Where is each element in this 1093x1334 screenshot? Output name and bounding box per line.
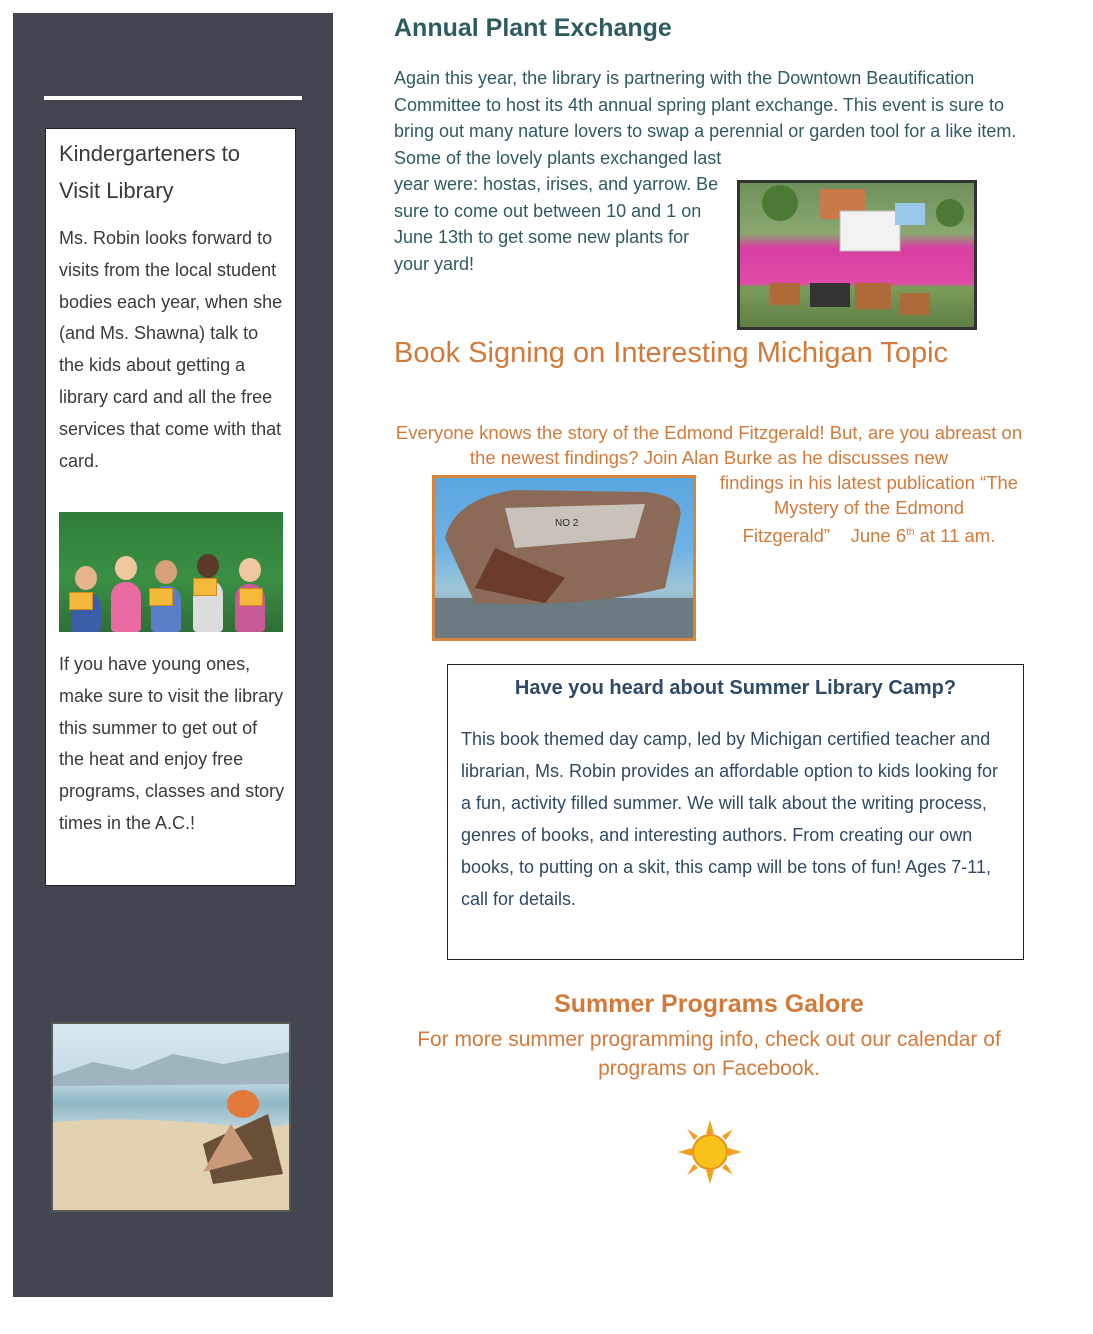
kindergarten-paragraph-2: If you have young ones, make sure to visit the library this summer to get out of the heat and enjoy free programs, classes and story times in the A.C.! xyxy=(59,654,285,833)
sidebar-divider xyxy=(44,96,302,100)
book-signing-date: June 6th at 11 am. xyxy=(850,525,996,547)
edmund-fitzgerald-photo xyxy=(432,475,696,641)
summer-programs-text: For more summer programming info, check out our calendar of programs on Facebook. xyxy=(417,1028,1001,1080)
kids-reading-photo xyxy=(59,512,283,632)
beach-photo xyxy=(51,1022,291,1212)
kindergarten-paragraph-1: Ms. Robin looks forward to visits from the local student bodies each year, when she (and Ms. Shawna) talk to the kids about getting a library card and all the free services that come with that card. xyxy=(59,228,283,471)
plant-exchange-photo xyxy=(737,180,977,330)
book-signing-text-2-main: findings in his latest publication “The Mystery of the Edmond Fitzgerald” xyxy=(719,472,1019,547)
kindergarten-card xyxy=(45,128,296,886)
summer-camp-box xyxy=(447,664,1024,960)
book-signing-text-1: Everyone knows the story of the Edmond Fitzgerald! But, are you abreast on the newest findings? Join Alan Burke as he discusses new xyxy=(395,422,1023,468)
plant-exchange-text-wrap: year were: hostas, irises, and yarrow. Be sure to come out between 10 and 1 on June 13th to get some new plants for your yard! xyxy=(394,174,719,274)
book-signing-text-2 xyxy=(716,470,1022,548)
sun-icon xyxy=(678,1120,742,1184)
plant-exchange-text: Again this year, the library is partnering with the Downtown Beautification Committee to host its 4th annual spring plant exchange. This event is sure to bring out many nature lovers to swap a perennial or garden tool for a like item. Some of the lovely plants exchanged last xyxy=(394,68,1017,168)
book-signing-title: Book Signing on Interesting Michigan Topic xyxy=(394,337,949,369)
summer-camp-text: This book themed day camp, led by Michigan certified teacher and librarian, Ms. Robin provides an affordable option to kids looking for a fun, activity filled summer. We will talk about the writing process, genres of books, and interesting authors. From creating our own books, to putting on a skit, this camp will be tons of fun! Ages 7-11, call for details. xyxy=(461,729,998,909)
boat-label: NO 2 xyxy=(555,518,579,529)
kindergarten-title: Kindergarteners to Visit Library xyxy=(59,141,240,203)
plant-exchange-title: Annual Plant Exchange xyxy=(394,14,672,42)
summer-programs-title: Summer Programs Galore xyxy=(554,990,864,1018)
summer-camp-title: Have you heard about Summer Library Camp? xyxy=(514,677,957,699)
